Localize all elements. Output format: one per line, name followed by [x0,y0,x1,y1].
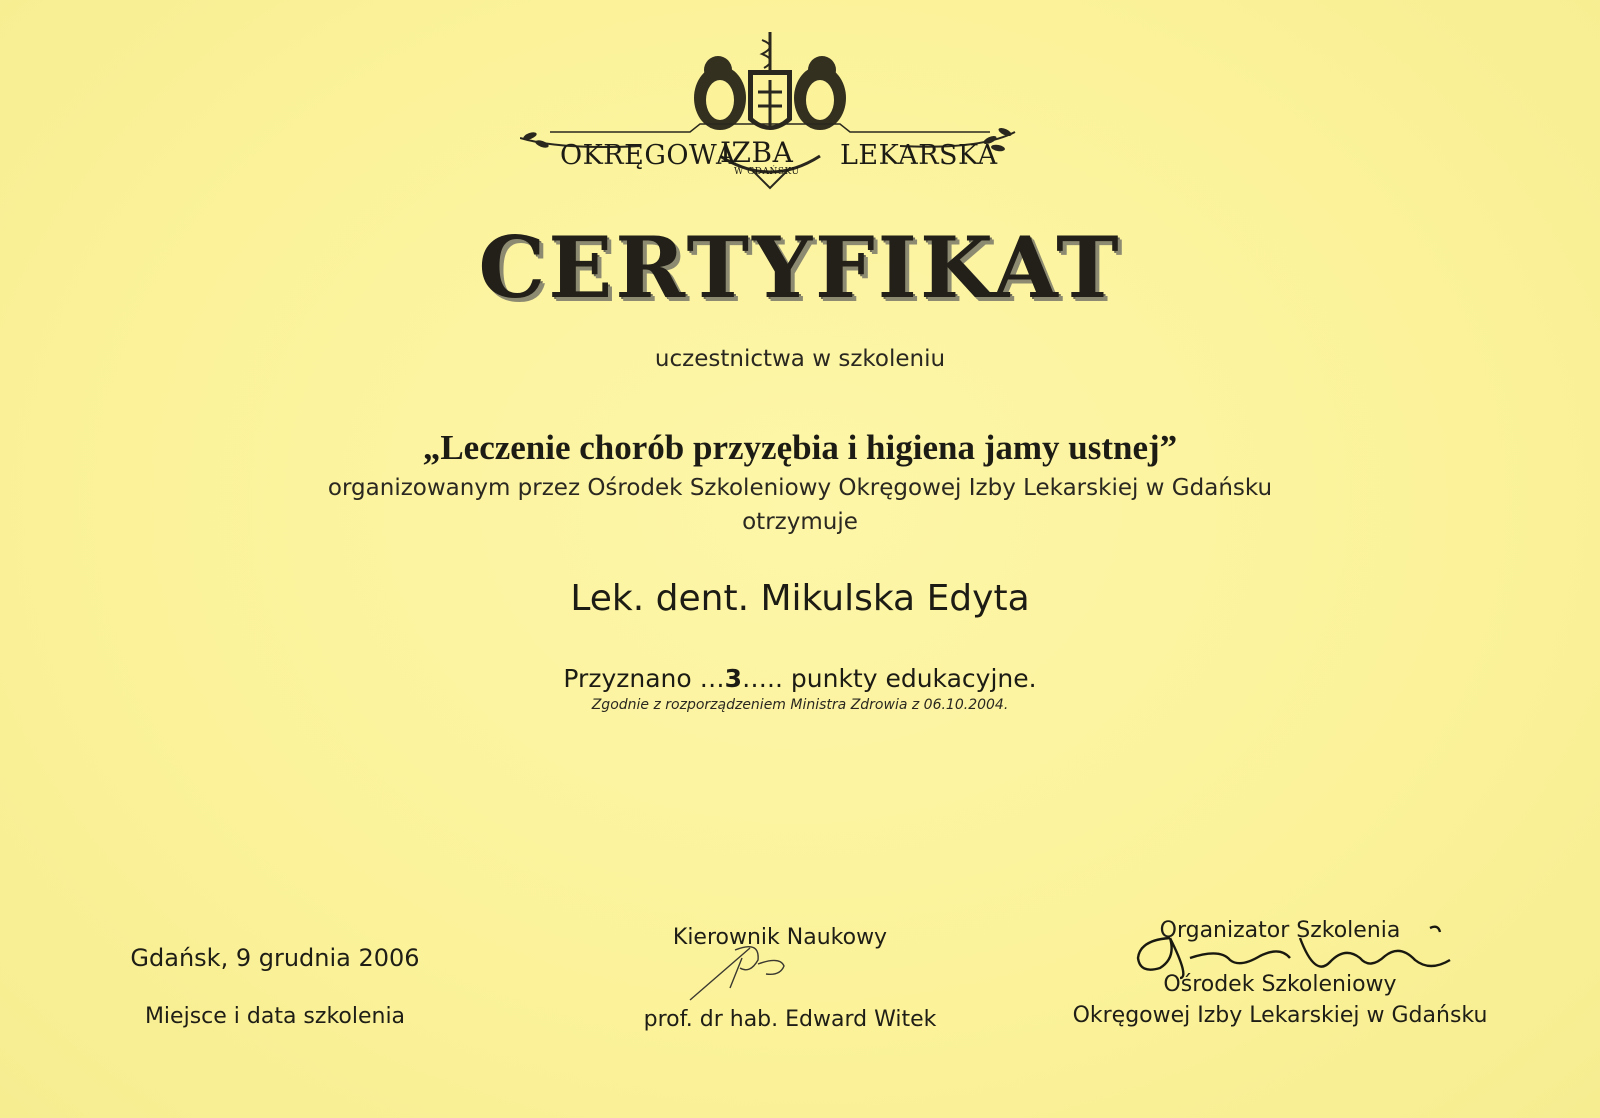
regulation-note: Zgodnie z rozporządzeniem Ministra Zdrowia z 06.10.2004. [591,697,1009,713]
emblem-word-w-gdansku: W GDAŃSKU [734,167,800,177]
course-title: „Leczenie chorób przyzębia i higiena jamy ustnej” [422,428,1178,467]
points-value: 3 [724,664,743,693]
scientific-head-name: prof. dr hab. Edward Witek [643,1007,937,1032]
emblem-word-lekarska: LEKARSKA [840,140,998,171]
certificate-subtitle: uczestnictwa w szkoleniu [654,346,946,372]
scientific-head-title: Kierownik Naukowy [672,925,888,950]
place-date: Gdańsk, 9 grudnia 2006 [130,944,420,972]
recipient-name: Lek. dent. Mikulska Edyta [570,578,1030,619]
emblem-word-izba: IZBA [720,136,794,169]
emblem-word-okregowa: OKRĘGOWA [560,140,736,171]
points-prefix: Przyznano … [563,664,725,693]
organizer-line1: Ośrodek Szkoleniowy [1163,972,1397,997]
chamber-emblem-logo [520,28,1020,193]
certificate-title: CERTYFIKAT [478,218,1122,317]
place-date-label: Miejsce i data szkolenia [144,1004,406,1029]
receives-text: otrzymuje [742,509,858,535]
education-points [0,664,1600,693]
organizer-line: organizowanym przez Ośrodek Szkoleniowy Okręgowej Izby Lekarskiej w Gdańsku [327,475,1273,501]
scientific-head-signature [680,930,810,1010]
organizer-line2: Okręgowej Izby Lekarskiej w Gdańsku [1072,1003,1488,1028]
organizer-title: Organizator Szkolenia [1159,918,1401,943]
points-suffix: ….. punkty edukacyjne. [742,664,1037,693]
